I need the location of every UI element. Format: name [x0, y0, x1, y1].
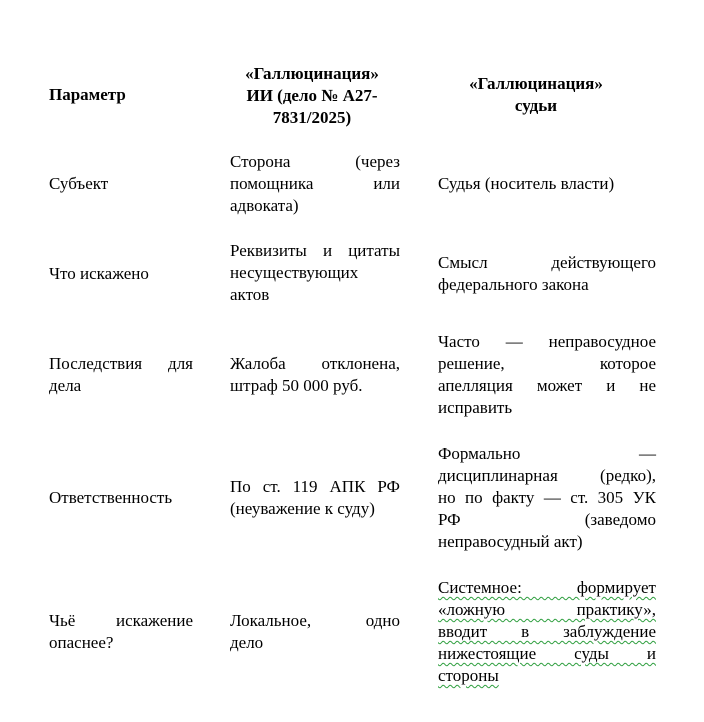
row-distorted-param: [49, 263, 199, 285]
ai-line: адвоката): [230, 196, 299, 215]
param-line: Чьё искажение: [49, 611, 193, 630]
judge-line: нижестоящие суды и: [438, 644, 656, 663]
judge-line: Часто — неправосудное: [438, 332, 656, 351]
row-consequences-ai: [230, 353, 400, 397]
row-subject-param: [49, 173, 199, 195]
judge-line: РФ (заведомо: [438, 510, 656, 529]
judge-line: Системное: формирует: [438, 578, 656, 597]
ai-line: Реквизиты и цитаты: [230, 241, 400, 260]
row-danger-ai: [230, 610, 400, 654]
judge-line: апелляция может и не: [438, 376, 656, 395]
row-responsibility-judge: [438, 443, 656, 553]
judge-line: исправить: [438, 398, 513, 417]
param-line: Ответственность: [49, 488, 173, 507]
ai-line: (неуважение к суду): [230, 499, 375, 518]
judge-line: стороны: [438, 666, 499, 685]
header-judge-line: «Галлюцинация»: [469, 74, 603, 93]
header-ai-line: «Галлюцинация»: [245, 64, 379, 83]
judge-line: «ложную практику»,: [438, 600, 656, 619]
ai-line: несуществующих: [230, 263, 359, 282]
row-danger-judge: [438, 577, 656, 687]
row-distorted-judge: [438, 252, 656, 296]
judge-line: Формально —: [438, 444, 656, 463]
judge-line: федерального закона: [438, 275, 589, 294]
judge-line: Судья (носитель власти): [438, 174, 615, 193]
row-distorted-ai: [230, 240, 400, 306]
ai-line: помощника или: [230, 174, 400, 193]
param-line: дела: [49, 376, 82, 395]
judge-line: дисциплинарная (редко),: [438, 466, 656, 485]
header-ai-hallucination: [222, 63, 402, 129]
param-line: Субъект: [49, 174, 109, 193]
ai-line: По ст. 119 АПК РФ: [230, 477, 400, 496]
judge-line: вводит в заблуждение: [438, 622, 656, 641]
row-consequences-param: [49, 353, 193, 397]
ai-line: Жалоба отклонена,: [230, 354, 400, 373]
judge-line: но по факту — ст. 305 УК: [438, 488, 656, 507]
row-subject-ai: [230, 151, 400, 217]
param-line: опаснее?: [49, 633, 114, 652]
ai-line: дело: [230, 633, 264, 652]
param-line: Что искажено: [49, 264, 149, 283]
judge-line: неправосудный акт): [438, 532, 583, 551]
row-subject-judge: [438, 173, 656, 195]
ai-line: штраф 50 000 руб.: [230, 376, 363, 395]
header-parameter: [49, 84, 189, 106]
ai-line: актов: [230, 285, 270, 304]
judge-line: решение, которое: [438, 354, 656, 373]
header-ai-line: 7831/2025): [272, 108, 352, 127]
ai-line: Сторона (через: [230, 152, 400, 171]
ai-line: Локальное, одно: [230, 611, 400, 630]
row-danger-param: [49, 610, 193, 654]
header-parameter-text: Параметр: [49, 85, 126, 104]
header-judge-line: судьи: [514, 96, 558, 115]
row-consequences-judge: [438, 331, 656, 419]
param-line: Последствия для: [49, 354, 193, 373]
judge-line: Смысл действующего: [438, 253, 656, 272]
row-responsibility-param: [49, 487, 199, 509]
header-ai-line: ИИ (дело № А27-: [246, 86, 378, 105]
header-judge-hallucination: [436, 73, 636, 117]
row-responsibility-ai: [230, 476, 400, 520]
